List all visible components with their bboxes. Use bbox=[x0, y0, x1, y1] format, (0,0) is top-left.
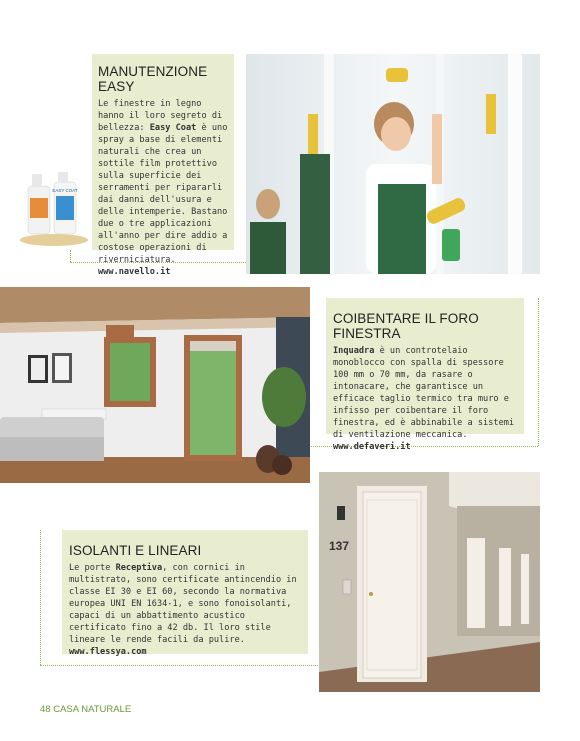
window-cleaning-illustration bbox=[246, 54, 540, 274]
page-footer bbox=[40, 704, 131, 715]
connector-line-2b bbox=[538, 298, 539, 446]
text-manutenzione bbox=[98, 98, 228, 278]
link-navello[interactable]: www.navello.it bbox=[98, 267, 171, 277]
body-coibentare: è un controtelaio monoblocco con spalla di spessore 100 mm o 70 mm, da rasare o intonacare, che garantisce un efficace taglio termico tra muro e infisso per coibentare il foro finestra, ed è abbinabile a sistemi di ventilazione meccanica. bbox=[333, 346, 515, 440]
corridor-illustration bbox=[319, 472, 540, 692]
title-isolanti: ISOLANTI E LINEARI bbox=[69, 543, 202, 558]
title-coibentare: COIBENTARE IL FORO FINESTRA bbox=[333, 311, 479, 341]
product-easy-coat: Easy Coat bbox=[149, 123, 197, 133]
connector-line-3b bbox=[40, 530, 41, 665]
photo-corridor-doors bbox=[319, 472, 540, 692]
photo-spray-bottles bbox=[14, 168, 90, 248]
text-coibentare bbox=[333, 345, 517, 453]
link-flessya[interactable]: www.flessya.com bbox=[69, 647, 147, 657]
box-coibentare-foro bbox=[326, 298, 524, 452]
box-manutenzione-easy bbox=[92, 54, 234, 277]
lead-isolanti: Le porte bbox=[69, 563, 116, 573]
spray-bottles-illustration bbox=[14, 168, 90, 248]
title-manutenzione: MANUTENZIONE EASY bbox=[98, 64, 208, 94]
lead-manutenzione: Le finestre in legno hanno il loro segreto di bellezza: bbox=[98, 99, 223, 133]
photo-window-cleaning bbox=[246, 54, 540, 274]
product-inquadra: Inquadra bbox=[333, 346, 375, 356]
connector-line-1 bbox=[70, 250, 71, 262]
link-defaveri[interactable]: www.defaveri.it bbox=[333, 442, 411, 452]
body-manutenzione: è uno spray a base di elementi naturali che crea un sottile film protettivo sulla superficie dei serramenti per ripararli dai danni dell'usura e delle intemperie. Bastano due o tre applicazioni all'anno per dire addio a costose operazioni di riverniciatura. bbox=[98, 123, 228, 265]
page-number: 48 bbox=[40, 704, 51, 715]
bottle-label: EASY COAT bbox=[52, 188, 78, 193]
body-isolanti: , con cornici in multistrato, sono certificate antincendio in classe EI 30 e EI 60, secondo la normativa europea UNI EN 1634-1, e sono fonoisolanti, capaci di un abbattimento acustico certificato fino a 42 db. Il loro stile lineare le rende facili da pulire. bbox=[69, 563, 297, 645]
box-isolanti-lineari bbox=[62, 530, 308, 657]
text-isolanti bbox=[69, 562, 301, 658]
photo-living-room bbox=[0, 287, 310, 483]
living-room-illustration bbox=[0, 287, 310, 483]
product-receptiva: Receptiva bbox=[115, 563, 163, 573]
door-number: 137 bbox=[328, 539, 350, 553]
magazine-name: CASA NATURALE bbox=[53, 704, 132, 715]
